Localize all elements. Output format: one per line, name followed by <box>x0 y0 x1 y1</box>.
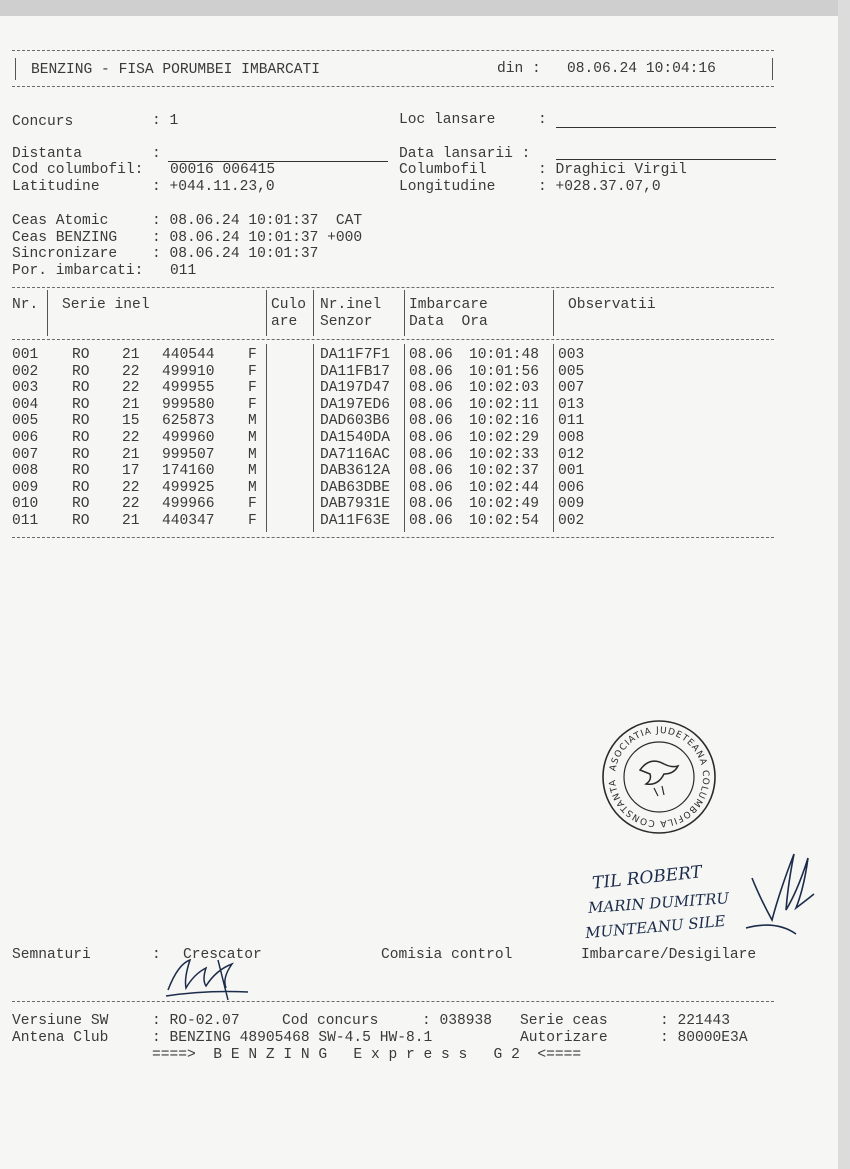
latitudine-label: Latitudine <box>12 179 100 195</box>
signature-crescator-label: Crescator <box>183 947 262 963</box>
concurs-value: : 1 <box>152 113 179 129</box>
ceas-atomic-label: Ceas Atomic <box>12 213 109 229</box>
col-header-observatii: Observatii <box>568 297 656 313</box>
autorizare-label: Autorizare <box>520 1030 608 1046</box>
autorizare-value: : 80000E3A <box>660 1030 748 1046</box>
row-time: 10:01:56 <box>469 363 540 380</box>
porumbei-imbarcati-value: 011 <box>170 263 197 279</box>
row-number: 003 <box>12 380 39 397</box>
cod-columbofil-label: Cod columbofil: <box>12 162 144 178</box>
row-year: 22 <box>122 496 140 513</box>
col-header-culoare-1: Culo <box>271 297 307 313</box>
brand-banner: ====> B E N Z I N G E x p r e s s G 2 <==== <box>152 1047 582 1063</box>
handwritten-name-2: MARIN DUMITRU <box>587 889 730 917</box>
row-year: 22 <box>122 380 140 397</box>
row-observatii: 012 <box>558 446 585 463</box>
row-sensor-id: DA7116AC <box>320 446 391 463</box>
row-sex: M <box>248 446 257 463</box>
signature-imbarcare-label: Imbarcare/Desigilare <box>581 947 757 963</box>
row-year: 15 <box>122 413 140 430</box>
row-year: 22 <box>122 430 140 446</box>
header-datetime: 08.06.24 10:04:16 <box>567 61 716 77</box>
row-country: RO <box>72 430 90 446</box>
row-observatii: 008 <box>558 430 585 446</box>
row-observatii: 001 <box>558 463 585 480</box>
row-date: 08.06 <box>409 513 453 529</box>
document-title: BENZING - FISA PORUMBEI IMBARCATI <box>31 62 321 78</box>
row-date: 08.06 <box>409 496 453 513</box>
row-time: 10:02:37 <box>469 463 540 480</box>
loc-lansare-blank <box>556 127 776 128</box>
col-header-nr: Nr. <box>12 297 39 313</box>
cod-concurs-value: : 038938 <box>422 1013 493 1029</box>
row-observatii: 005 <box>558 363 585 380</box>
row-date: 08.06 <box>409 446 453 463</box>
row-country: RO <box>72 347 90 363</box>
row-observatii: 006 <box>558 479 585 496</box>
signature-comisia-label: Comisia control <box>381 947 513 963</box>
loc-lansare-sep: : <box>538 112 547 128</box>
row-date: 08.06 <box>409 347 453 363</box>
cod-concurs-label: Cod concurs <box>282 1013 379 1029</box>
distanta-label: Distanta <box>12 146 83 162</box>
row-time: 10:02:54 <box>469 513 540 529</box>
ceas-benzing-label: Ceas BENZING <box>12 230 118 246</box>
scan-edge-right <box>838 0 850 1169</box>
svg-text:ASOCIATIA JUDETEANA COLUMBOFIL <box>608 726 710 828</box>
row-country: RO <box>72 363 90 380</box>
row-observatii: 011 <box>558 413 585 430</box>
row-time: 10:02:11 <box>469 396 540 413</box>
row-ring-number: 499910 <box>162 363 215 380</box>
col-header-imbarcare-1: Imbarcare <box>409 297 488 313</box>
row-number: 011 <box>12 513 39 529</box>
row-sex: F <box>248 380 257 397</box>
row-ring-number: 499955 <box>162 380 215 397</box>
row-year: 21 <box>122 347 140 363</box>
scan-edge-top <box>0 0 850 16</box>
row-sensor-id: DAB3612A <box>320 463 391 480</box>
row-observatii: 007 <box>558 380 585 397</box>
antena-club-value: : BENZING 48905468 SW-4.5 HW-8.1 <box>152 1030 433 1046</box>
row-country: RO <box>72 413 90 430</box>
ceas-benzing-value: : 08.06.24 10:01:37 +000 <box>152 230 363 246</box>
row-date: 08.06 <box>409 430 453 446</box>
header-din-label: din : <box>497 61 541 77</box>
row-year: 21 <box>122 446 140 463</box>
antena-club-label: Antena Club <box>12 1030 109 1046</box>
table-top-rule <box>12 287 774 288</box>
col-header-senzor-1: Nr.inel <box>320 297 382 313</box>
row-sex: M <box>248 430 257 446</box>
row-ring-number: 440544 <box>162 347 215 363</box>
row-date: 08.06 <box>409 380 453 397</box>
distanta-sep: : <box>152 146 161 162</box>
row-time: 10:02:33 <box>469 446 540 463</box>
columbofil-value: : Draghici Virgil <box>538 162 687 178</box>
row-country: RO <box>72 446 90 463</box>
row-ring-number: 440347 <box>162 513 215 529</box>
col-divider-culoare <box>313 290 314 336</box>
row-ring-number: 499966 <box>162 496 215 513</box>
row-time: 10:02:29 <box>469 430 540 446</box>
row-sensor-id: DA197ED6 <box>320 396 391 413</box>
row-number: 007 <box>12 446 39 463</box>
longitudine-value: : +028.37.07,0 <box>538 179 661 195</box>
versiune-label: Versiune SW <box>12 1013 109 1029</box>
header-right-border <box>772 58 773 80</box>
row-number: 002 <box>12 363 39 380</box>
row-date: 08.06 <box>409 396 453 413</box>
row-year: 22 <box>122 363 140 380</box>
row-time: 10:01:48 <box>469 347 540 363</box>
row-sensor-id: DA197D47 <box>320 380 391 397</box>
data-lansarii-blank <box>556 159 776 160</box>
row-country: RO <box>72 496 90 513</box>
row-date: 08.06 <box>409 413 453 430</box>
row-observatii: 003 <box>558 347 585 363</box>
row-country: RO <box>72 380 90 397</box>
table-header-rule <box>12 339 774 340</box>
serie-ceas-label: Serie ceas <box>520 1013 608 1029</box>
col-divider-senzor <box>404 290 405 336</box>
seal-text: ASOCIATIA JUDETEANA COLUMBOFILA CONSTANTA <box>607 725 711 829</box>
row-ring-number: 499925 <box>162 479 215 496</box>
row-divider-culoare-left <box>266 344 267 532</box>
row-date: 08.06 <box>409 463 453 480</box>
row-observatii: 002 <box>558 513 585 529</box>
row-number: 004 <box>12 396 39 413</box>
row-country: RO <box>72 479 90 496</box>
row-ring-number: 625873 <box>162 413 215 430</box>
sincronizare-value: : 08.06.24 10:01:37 <box>152 246 319 262</box>
col-divider-imbarcare <box>553 290 554 336</box>
row-observatii: 009 <box>558 496 585 513</box>
row-date: 08.06 <box>409 479 453 496</box>
row-number: 008 <box>12 463 39 480</box>
row-sensor-id: DA11F7F1 <box>320 347 391 363</box>
row-sensor-id: DAD603B6 <box>320 413 391 430</box>
latitudine-value: : +044.11.23,0 <box>152 179 275 195</box>
row-sex: F <box>248 513 257 529</box>
row-sensor-id: DA11F63E <box>320 513 391 529</box>
row-sex: M <box>248 413 257 430</box>
row-country: RO <box>72 463 90 480</box>
row-country: RO <box>72 396 90 413</box>
header-bottom-rule <box>12 86 774 87</box>
columbofil-label: Columbofil <box>399 162 487 178</box>
row-observatii: 013 <box>558 396 585 413</box>
row-sex: M <box>248 463 257 480</box>
semnaturi-label: Semnaturi <box>12 947 91 963</box>
club-seal-stamp <box>600 718 718 836</box>
col-header-imbarcare-2: Data Ora <box>409 314 488 330</box>
row-ring-number: 499960 <box>162 430 215 446</box>
row-country: RO <box>72 513 90 529</box>
row-sex: F <box>248 347 257 363</box>
row-sensor-id: DAB63DBE <box>320 479 391 496</box>
row-ring-number: 999507 <box>162 446 215 463</box>
row-time: 10:02:16 <box>469 413 540 430</box>
col-divider-serie <box>266 290 267 336</box>
versiune-value: : RO-02.07 <box>152 1013 240 1029</box>
row-number: 006 <box>12 430 39 446</box>
row-number: 005 <box>12 413 39 430</box>
row-time: 10:02:03 <box>469 380 540 397</box>
row-sensor-id: DA11FB17 <box>320 363 391 380</box>
row-year: 21 <box>122 513 140 529</box>
row-time: 10:02:49 <box>469 496 540 513</box>
row-number: 009 <box>12 479 39 496</box>
table-bottom-rule <box>12 537 774 538</box>
header-top-rule <box>12 50 774 51</box>
row-sensor-id: DAB7931E <box>320 496 391 513</box>
porumbei-imbarcati-label: Por. imbarcati: <box>12 263 144 279</box>
row-date: 08.06 <box>409 363 453 380</box>
row-sex: M <box>248 479 257 496</box>
semnaturi-sep: : <box>152 947 161 963</box>
row-ring-number: 999580 <box>162 396 215 413</box>
row-divider-senzor <box>404 344 405 532</box>
row-time: 10:02:44 <box>469 479 540 496</box>
col-header-serie: Serie inel <box>62 297 150 313</box>
row-ring-number: 174160 <box>162 463 215 480</box>
row-sex: F <box>248 363 257 380</box>
row-year: 17 <box>122 463 140 480</box>
row-number: 001 <box>12 347 39 363</box>
col-header-culoare-2: are <box>271 314 298 330</box>
row-sex: F <box>248 496 257 513</box>
handwritten-name-1: TIL ROBERT <box>591 862 703 894</box>
sincronizare-label: Sincronizare <box>12 246 118 262</box>
row-sensor-id: DA1540DA <box>320 430 391 446</box>
row-divider-culoare-right <box>313 344 314 532</box>
handwritten-name-3: MUNTEANU SILE <box>584 911 727 943</box>
footer-rule <box>12 1001 774 1002</box>
loc-lansare-label: Loc lansare <box>399 112 496 128</box>
col-divider-nr <box>47 290 48 336</box>
serie-ceas-value: : 221443 <box>660 1013 731 1029</box>
longitudine-label: Longitudine <box>399 179 496 195</box>
data-lansarii-label: Data lansarii : <box>399 146 531 162</box>
header-left-border <box>15 58 16 80</box>
ceas-atomic-value: : 08.06.24 10:01:37 CAT <box>152 213 363 229</box>
col-header-senzor-2: Senzor <box>320 314 373 330</box>
commission-signature-scribble <box>740 818 820 950</box>
cod-columbofil-value: 00016 006415 <box>170 162 276 178</box>
row-year: 22 <box>122 479 140 496</box>
row-year: 21 <box>122 396 140 413</box>
row-sex: F <box>248 396 257 413</box>
row-number: 010 <box>12 496 39 513</box>
row-divider-imbarcare <box>553 344 554 532</box>
concurs-label: Concurs <box>12 114 74 130</box>
